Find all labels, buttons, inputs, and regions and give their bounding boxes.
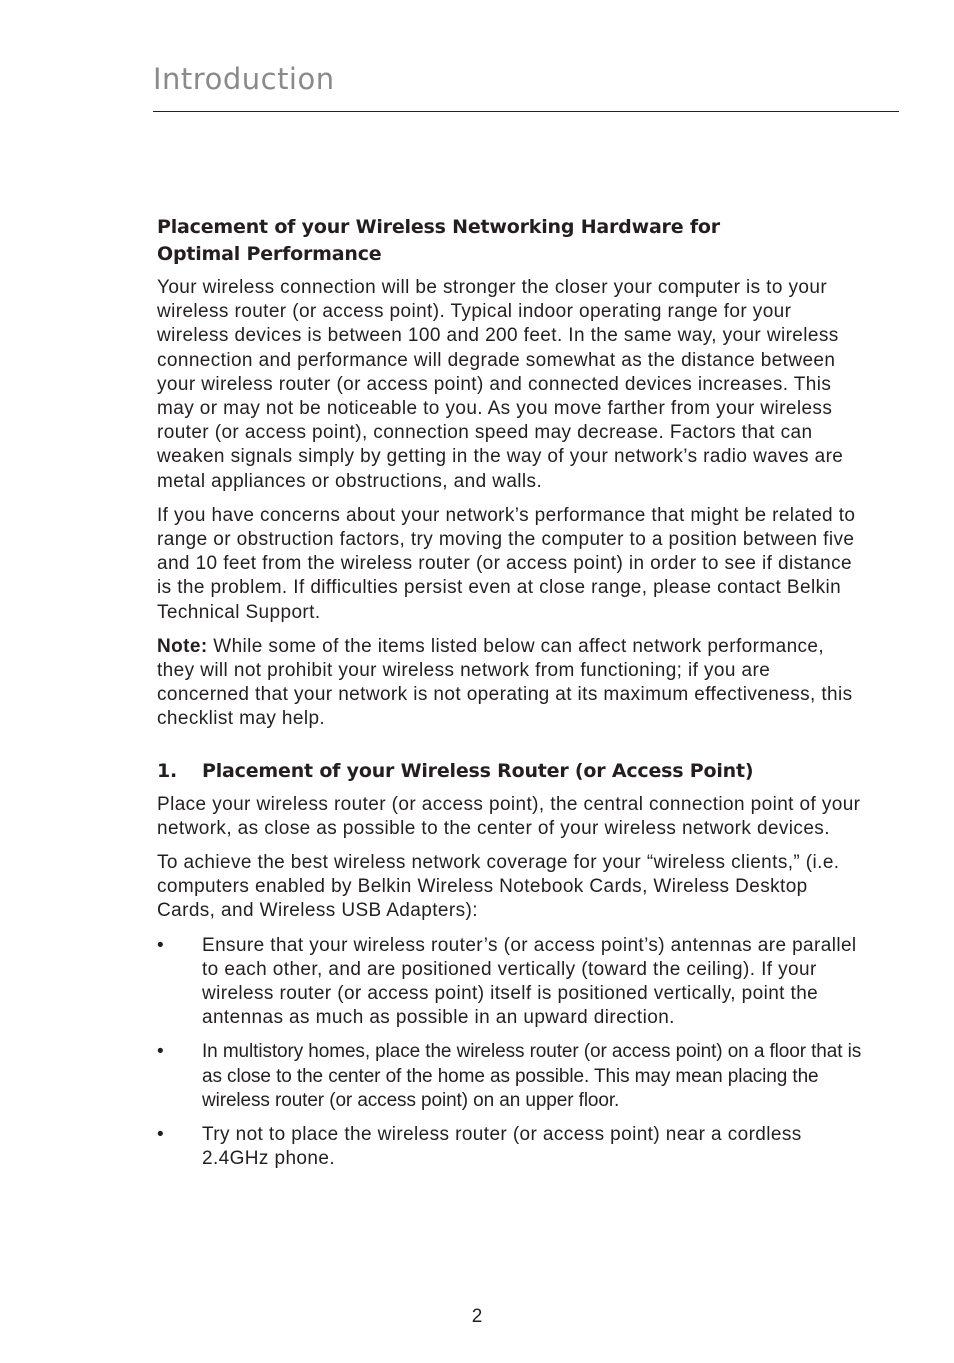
list-item-text: Try not to place the wireless router (or access point) near a cordless 2.4GHz phone. [202, 1124, 802, 1170]
bullet-icon: • [157, 934, 165, 956]
section-heading-line1: Placement of your Wireless Networking Hardware for [157, 216, 720, 238]
checklist [157, 934, 863, 1172]
subsection-paragraph-1: Place your wireless router (or access point), the central connection point of your network, as close as possible to the center of your wireless network devices. [157, 793, 861, 839]
note-label: Note: [157, 635, 208, 657]
subsection-number: 1. [157, 759, 178, 782]
body-paragraph-1: Your wireless connection will be stronger the closer your computer is to your wireless router (or access point). Typical indoor operating range for your wireless devices is between 100 and 200 feet. In the same way, your wireless connection and performance will degrade somewhat as the distance between your wireless router (or access point) and connected devices increases. This may or may not be noticeable to you. As you move farther from your wireless router (or access point), connection speed may decrease. Factors that can weaken signals simply by getting in the way of your network’s radio waves are metal appliances or obstructions, and walls. [157, 277, 844, 492]
subsection-heading [157, 758, 863, 785]
main-content [157, 214, 863, 1182]
subsection-title: Placement of your Wireless Router (or Access Point) [202, 759, 754, 782]
body-paragraph-2: If you have concerns about your network’s performance that might be related to range or obstruction factors, try moving the computer to a position between five and 10 feet from the wireless router (or access point) in order to see if distance is the problem. If difficulties persist even at close range, please contact Belkin Technical Support. [157, 504, 856, 623]
section-heading-line2: Optimal Performance [157, 243, 382, 265]
list-item [157, 1123, 863, 1171]
header-divider [153, 111, 899, 112]
list-item-text: Ensure that your wireless router’s (or access point’s) antennas are parallel to each other, and are positioned vertically (toward the ceiling). If your wireless router (or access point) itself is positioned vertically, point the antennas as much as possible in an upward direction. [202, 934, 857, 1029]
page-number: 2 [471, 1306, 483, 1327]
note-paragraph [157, 635, 863, 732]
subsection-paragraph-2: To achieve the best wireless network coverage for your “wireless clients,” (i.e. computers enabled by Belkin Wireless Notebook Cards, Wireless Desktop Cards, and Wireless USB Adapters): [157, 852, 840, 922]
bullet-icon: • [157, 1041, 164, 1063]
bullet-icon: • [157, 1124, 165, 1146]
page-header-title: Introduction [153, 62, 335, 96]
section-heading [157, 214, 863, 268]
list-item [157, 1040, 863, 1113]
list-item [157, 934, 863, 1031]
list-item-text: In multistory homes, place the wireless router (or access point) on a floor that is as close to the center of the home as possible. This may mean placing the wireless router (or access point) on an upper floor. [202, 1041, 862, 1111]
note-text: While some of the items listed below can affect network performance, they will not prohibit your wireless network from functioning; if you are concerned that your network is not operating at its maximum effectiveness, this checklist may help. [157, 635, 853, 730]
